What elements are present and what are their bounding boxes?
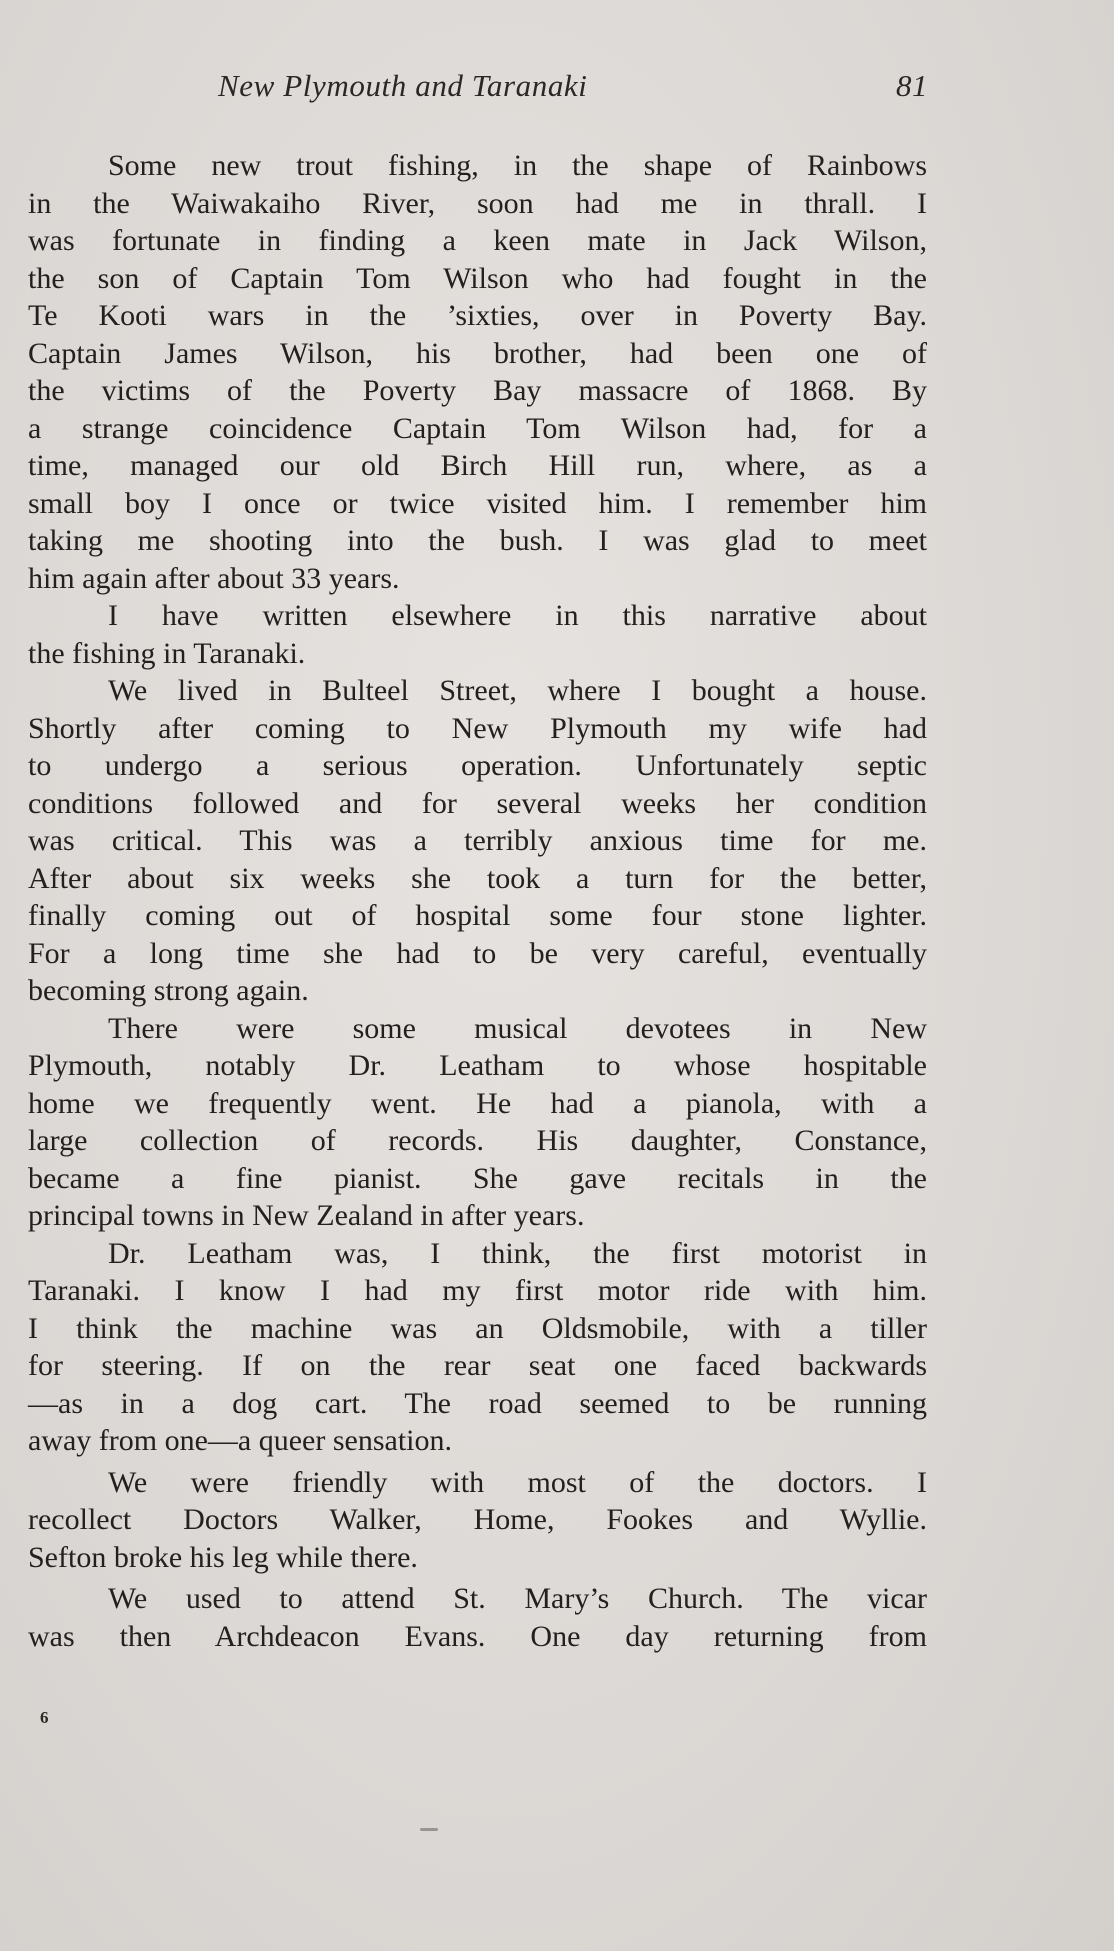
- body-text: [28, 147, 927, 1655]
- text-line: to undergo a serious operation. Unfortunately septic: [28, 749, 927, 782]
- text-line: small boy I once or twice visited him. I remember him: [28, 486, 927, 520]
- text-line: There were some musical devotees in New: [108, 1011, 927, 1045]
- paper-speck: [420, 1828, 438, 1831]
- text-line: for steering. If on the rear seat one faced backwards: [28, 1349, 927, 1382]
- text-line: was critical. This was a terribly anxious time for me.: [28, 824, 927, 857]
- text-line: Te Kooti wars in the ’sixties, over in Poverty Bay.: [28, 299, 927, 332]
- text-line: Sefton broke his leg while there.: [28, 1540, 418, 1574]
- text-line: We were friendly with most of the doctors. I: [108, 1465, 927, 1499]
- text-line: Some new trout fishing, in the shape of Rainbows: [108, 149, 927, 182]
- running-head-title: New Plymouth and Taranaki: [218, 68, 588, 103]
- text-line: recollect Doctors Walker, Home, Fookes and Wyllie.: [28, 1503, 927, 1536]
- text-line: For a long time she had to be very careful, eventually: [28, 936, 927, 970]
- page-number: 81: [896, 68, 928, 103]
- text-line: him again after about 33 years.: [28, 561, 400, 595]
- text-line: home we frequently went. He had a pianola, with a: [28, 1086, 927, 1120]
- text-line: time, managed our old Birch Hill run, where, as a: [28, 449, 927, 482]
- text-line: taking me shooting into the bush. I was glad to meet: [28, 524, 927, 557]
- text-line: Dr. Leatham was, I think, the first motorist in: [108, 1236, 927, 1270]
- text-line: became a fine pianist. She gave recitals in the: [28, 1161, 927, 1195]
- text-line: After about six weeks she took a turn for the better,: [28, 861, 927, 895]
- text-line: a strange coincidence Captain Tom Wilson had, for a: [28, 411, 927, 445]
- text-line: the fishing in Taranaki.: [28, 636, 306, 670]
- text-line: —as in a dog cart. The road seemed to be running: [28, 1386, 927, 1420]
- text-line: large collection of records. His daughter, Constance,: [28, 1124, 927, 1157]
- text-line: becoming strong again.: [28, 974, 309, 1007]
- text-line: the son of Captain Tom Wilson who had fought in the: [28, 261, 927, 295]
- text-line: the victims of the Poverty Bay massacre of 1868. By: [28, 374, 927, 407]
- running-head: [28, 68, 928, 112]
- text-line: Taranaki. I know I had my first motor ride with him.: [28, 1274, 927, 1307]
- text-line: conditions followed and for several weeks her condition: [28, 786, 927, 820]
- text-line: I have written elsewhere in this narrative about: [108, 599, 927, 632]
- text-line: was then Archdeacon Evans. One day returning from: [28, 1619, 927, 1653]
- text-line: in the Waiwakaiho River, soon had me in thrall. I: [28, 186, 927, 220]
- text-line: was fortunate in finding a keen mate in Jack Wilson,: [28, 224, 927, 257]
- text-line: away from one—a queer sensation.: [28, 1424, 453, 1457]
- text-line: Plymouth, notably Dr. Leatham to whose hospitable: [28, 1049, 927, 1082]
- text-line: Shortly after coming to New Plymouth my wife had: [28, 711, 927, 745]
- text-line: We lived in Bulteel Street, where I bought a house.: [108, 674, 927, 707]
- signature-mark: 6: [40, 1708, 49, 1727]
- text-line: We used to attend St. Mary’s Church. The vicar: [108, 1582, 927, 1615]
- text-line: I think the machine was an Oldsmobile, with a tiller: [28, 1311, 927, 1345]
- text-line: Captain James Wilson, his brother, had been one of: [28, 336, 927, 370]
- text-line: principal towns in New Zealand in after years.: [28, 1199, 585, 1232]
- text-line: finally coming out of hospital some four stone lighter.: [28, 899, 927, 932]
